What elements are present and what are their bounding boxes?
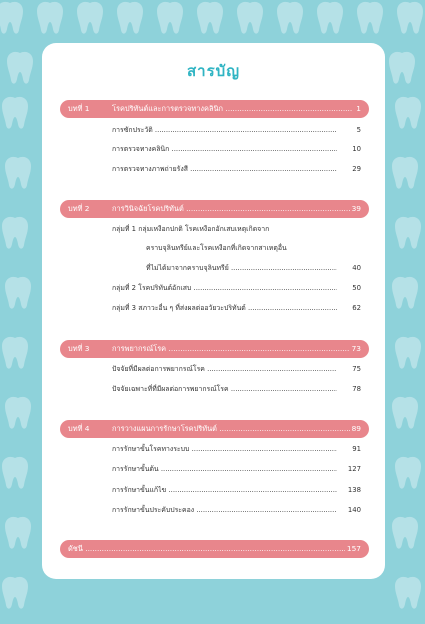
toc-entry[interactable]: การตรวจทางภาพถ่ายรังสี ..... 29 — [112, 163, 361, 175]
toc-entry[interactable]: กลุ่มที่ 1 กลุ่มเหงือกปกติ โรคเหงือกอักเสบเหตุเกิดจาก — [112, 225, 270, 233]
toc-entry[interactable]: การซักประวัติ ..... 5 — [112, 124, 361, 136]
index-page: 157 — [345, 540, 361, 558]
chapter-page: 89 — [350, 420, 361, 438]
chapter-page: 39 — [350, 200, 361, 218]
chapter-title: โรคปริทันต์และการตรวจทางคลินิก ..... — [112, 100, 353, 118]
chapter-1-header[interactable] — [60, 100, 369, 118]
page-title: สารบัญ — [187, 62, 240, 80]
chapter-4-header[interactable] — [60, 420, 369, 438]
index-title: ดัชนี ..... — [68, 540, 353, 558]
chapter-number: บทที่ 4 — [68, 424, 90, 433]
chapter-page: 73 — [350, 340, 361, 358]
toc-entry[interactable]: ปัจจัยที่มีผลต่อการพยากรณ์โรค ..... 75 — [112, 363, 361, 375]
chapter-number: บทที่ 1 — [68, 104, 90, 113]
toc-entry[interactable]: การรักษาขั้นประคับประคอง ..... 140 — [112, 504, 361, 516]
toc-entry[interactable]: ปัจจัยเฉพาะที่ที่มีผลต่อการพยากรณ์โรค ..... 78 — [112, 383, 361, 395]
toc-entry[interactable]: กลุ่มที่ 2 โรคปริทันต์อักเสบ ..... 50 — [112, 282, 361, 294]
toc-entry[interactable]: ที่ไม่ได้มาจากคราบจุลินทรีย์ ..... 40 — [112, 262, 361, 274]
toc-entry[interactable]: การรักษาขั้นต้น ..... 127 — [112, 463, 361, 475]
chapter-number: บทที่ 3 — [68, 344, 90, 353]
toc-entry[interactable]: การรักษาขั้นโรคทางระบบ ..... 91 — [112, 443, 361, 455]
toc-card — [42, 43, 385, 579]
chapter-title: การพยากรณ์โรค ..... — [112, 340, 353, 358]
chapter-3-header[interactable] — [60, 340, 369, 358]
index-header[interactable] — [60, 540, 369, 558]
toc-entry[interactable]: กลุ่มที่ 3 สภาวะอื่น ๆ ที่ส่งผลต่ออวัยวะปริทันต์ ..... 62 — [112, 302, 361, 314]
chapter-title: การวางแผนการรักษาโรคปริทันต์ ..... — [112, 420, 353, 438]
toc-entry[interactable]: การรักษาขั้นแก้ไข ..... 138 — [112, 484, 361, 496]
toc-entry[interactable]: คราบจุลินทรีย์และโรคเหงือกที่เกิดจากสาเหตุอื่น — [146, 244, 287, 252]
chapter-title: การวินิจฉัยโรคปริทันต์ ..... — [112, 200, 353, 218]
chapter-2-header[interactable] — [60, 200, 369, 218]
toc-entry[interactable]: การตรวจทางคลินิก ..... 10 — [112, 143, 361, 155]
chapter-number: บทที่ 2 — [68, 204, 90, 213]
chapter-page: 1 — [354, 100, 361, 118]
